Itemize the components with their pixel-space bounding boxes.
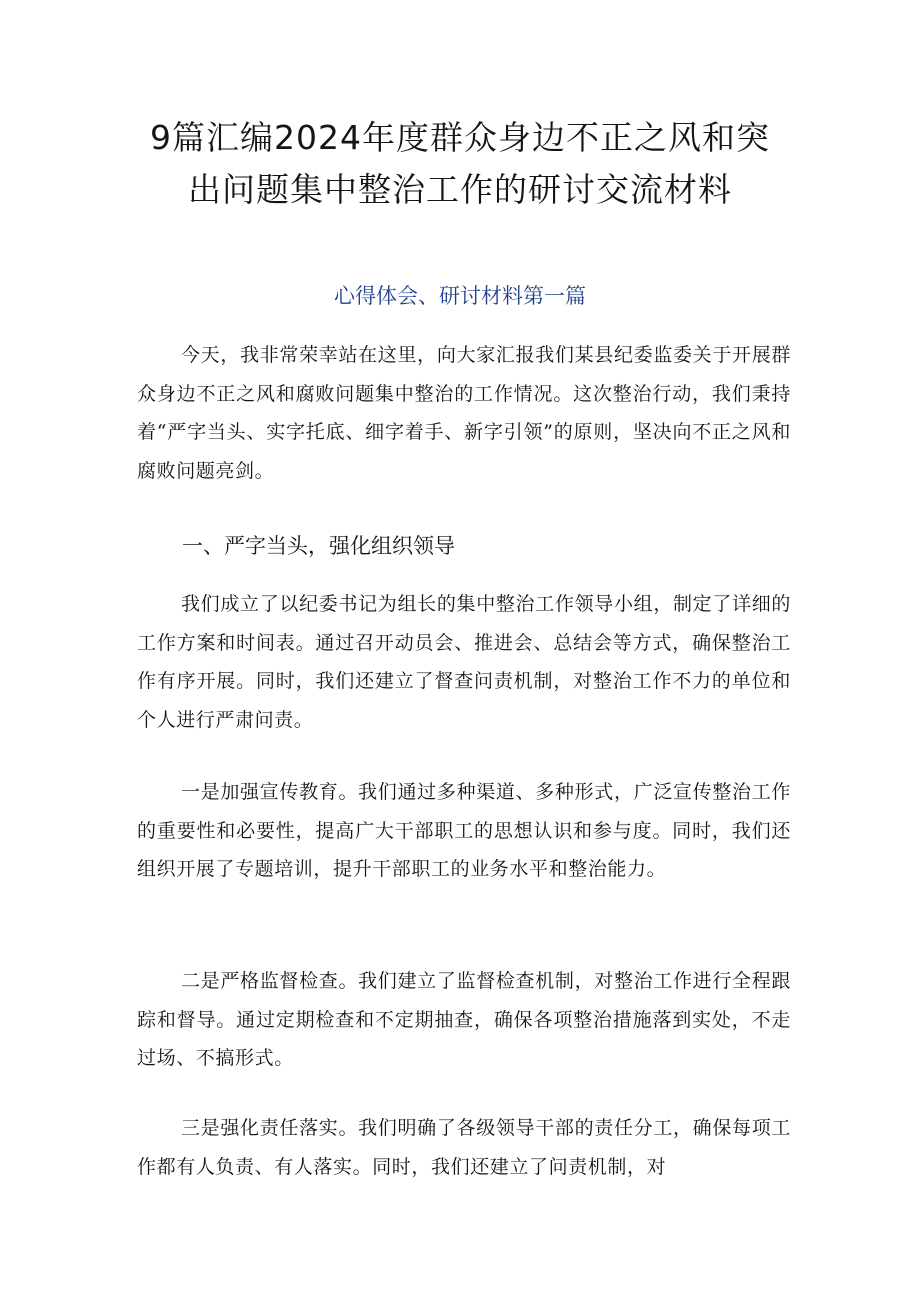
- heading-strict: 一、严字当头，强化组织领导: [182, 534, 455, 558]
- paragraph-supervision: 二是严格监督检查。我们建立了监督检查机制，对整治工作进行全程跟踪和督导。通过定期检查和不定期抽查，确保各项整治措施落到实处，不走过场、不搞形式。: [137, 970, 791, 1069]
- paragraph-leadership: 我们成立了以纪委书记为组长的集中整治工作领导小组，制定了详细的工作方案和时间表。通过召开动员会、推进会、总结会等方式，确保整治工作有序开展。同时，我们还建立了督查问责机制，对整治工作不力的单位和个人进行严肃问责。: [137, 593, 791, 731]
- paragraph-intro: 今天，我非常荣幸站在这里，向大家汇报我们某县纪委监委关于开展群众身边不正之风和腐败问题集中整治的工作情况。这次整治行动，我们秉持着“严字当头、实字托底、细字着手、新字引领”的原则，坚决向不正之风和腐败问题亮剑。: [137, 344, 791, 482]
- document-title-line-2: 出问题集中整治工作的研讨交流材料: [188, 170, 732, 209]
- document-title-line-1: 9篇汇编2024年度群众身边不正之风和突: [150, 118, 770, 157]
- document-title: [100, 112, 820, 216]
- section-title: 心得体会、研讨材料第一篇: [334, 284, 586, 308]
- paragraph-responsibility: 三是强化责任落实。我们明确了各级领导干部的责任分工，确保每项工作都有人负责、有人落实。同时，我们还建立了问责机制，对: [137, 1117, 791, 1178]
- paragraph-education: 一是加强宣传教育。我们通过多种渠道、多种形式，广泛宣传整治工作的重要性和必要性，提高广大干部职工的思想认识和参与度。同时，我们还组织开展了专题培训，提升干部职工的业务水平和整治能力。: [137, 781, 791, 880]
